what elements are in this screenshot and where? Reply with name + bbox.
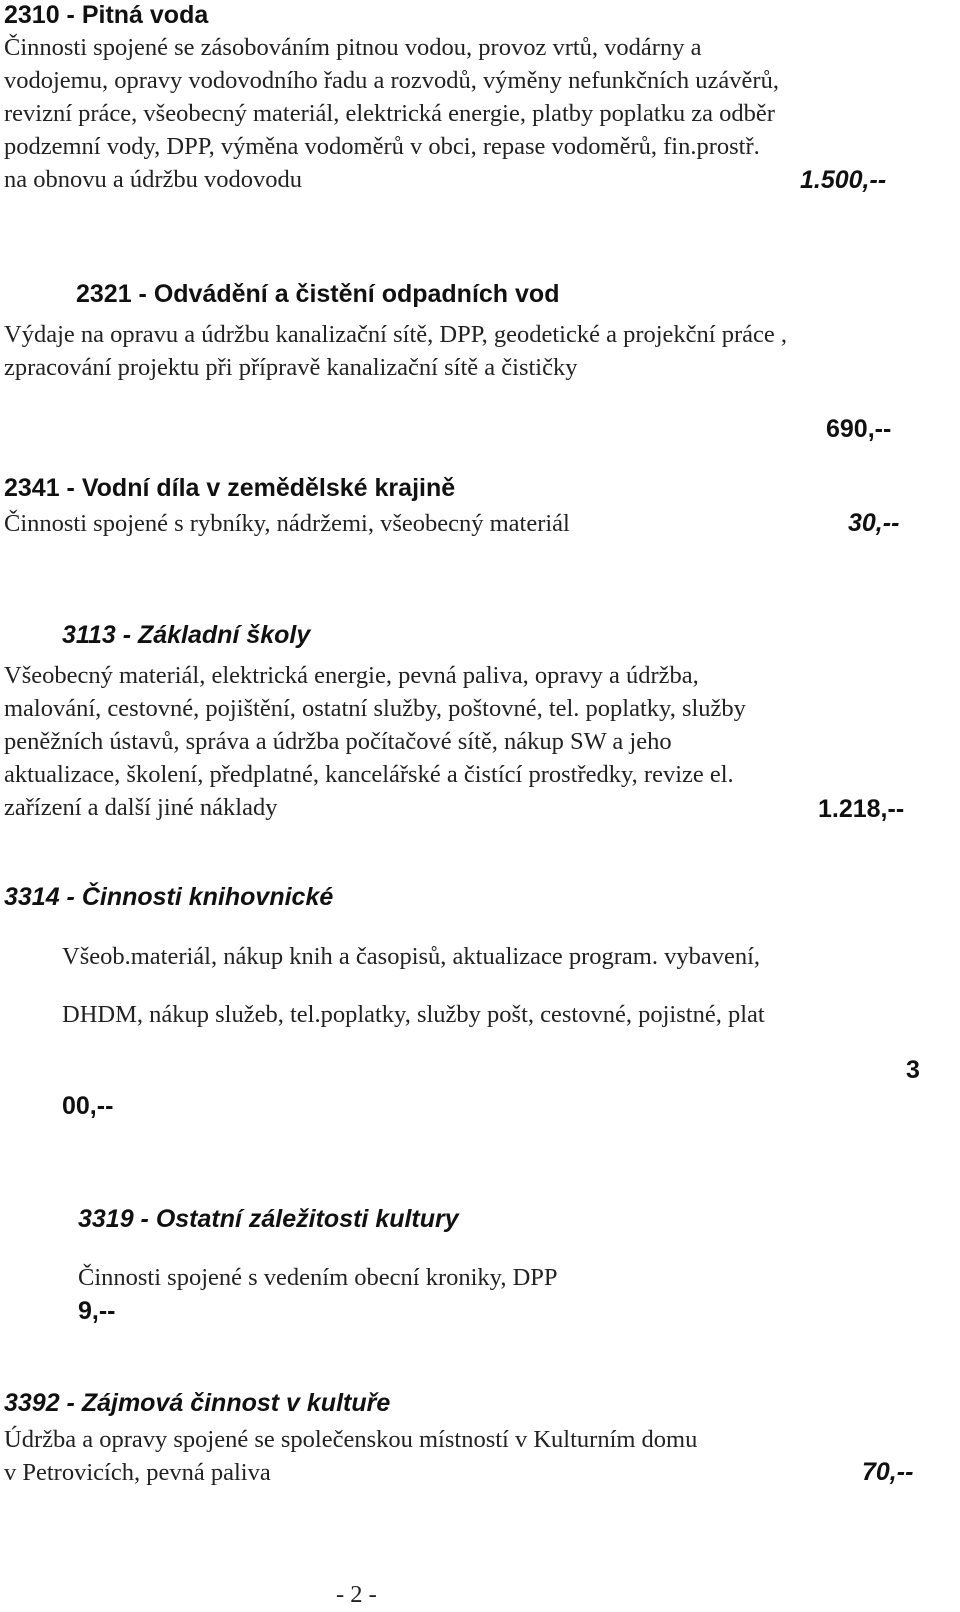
section-2310-line: revizní práce, všeobecný materiál, elektrická energie, platby poplatku za odběr (4, 100, 775, 127)
section-3113-line: zařízení a další jiné náklady (4, 794, 278, 821)
section-2341-amount: 30,-- (848, 509, 900, 537)
section-2341-heading: 2341 - Vodní díla v zemědělské krajině (4, 474, 456, 502)
section-2341-line: Činnosti spojené s rybníky, nádržemi, všeobecný materiál (4, 510, 570, 537)
section-3113-line: Všeobecný materiál, elektrická energie, pevná paliva, opravy a údržba, (4, 662, 699, 689)
section-3113-heading: 3113 - Základní školy (62, 621, 311, 649)
section-3319-heading: 3319 - Ostatní záležitosti kultury (78, 1205, 459, 1233)
section-3113-line: peněžních ústavů, správa a údržba počítačové sítě, nákup SW a jeho (4, 728, 672, 755)
section-3392-amount: 70,-- (862, 1458, 914, 1486)
section-3392-line: v Petrovicích, pevná paliva (4, 1459, 271, 1486)
section-2310-heading: 2310 - Pitná voda (4, 1, 209, 29)
section-3319-amount: 9,-- (78, 1297, 116, 1325)
section-3113-line: malování, cestovné, pojištění, ostatní služby, poštovné, tel. poplatky, služby (4, 695, 746, 722)
section-2310-line: Činnosti spojené se zásobováním pitnou vodou, provoz vrtů, vodárny a (4, 34, 702, 61)
section-3113-amount: 1.218,-- (818, 795, 905, 823)
section-3113-line: aktualizace, školení, předplatné, kancelářské a čistící prostředky, revize el. (4, 761, 734, 788)
section-2321-amount: 690,-- (826, 415, 892, 443)
section-3392-heading: 3392 - Zájmová činnost v kultuře (4, 1389, 391, 1417)
section-2310-line: na obnovu a údržbu vodovodu (4, 166, 303, 193)
section-3314-line: DHDM, nákup služeb, tel.poplatky, služby pošt, cestovné, pojistné, plat (62, 1001, 765, 1028)
section-3319-line: Činnosti spojené s vedením obecní kroniky, DPP (78, 1264, 558, 1291)
section-3314-line: Všeob.materiál, nákup knih a časopisů, aktualizace program. vybavení, (62, 943, 761, 970)
section-2321-heading: 2321 - Odvádění a čistění odpadních vod (76, 280, 560, 308)
section-3314-amount: 00,-- (62, 1092, 114, 1120)
section-3392-line: Údržba a opravy spojené se společenskou místností v Kulturním domu (4, 1426, 698, 1453)
section-2321-line: Výdaje na opravu a údržbu kanalizační sítě, DPP, geodetické a projekční práce , (4, 321, 788, 348)
section-2310-line: vodojemu, opravy vodovodního řadu a rozvodů, výměny nefunkčních uzávěrů, (4, 67, 779, 94)
page-number: - 2 - (336, 1581, 377, 1608)
section-2321-line: zpracování projektu při přípravě kanalizační sítě a čističky (4, 354, 578, 381)
section-2310-line: podzemní vody, DPP, výměna vodoměrů v obci, repase vodoměrů, fin.prostř. (4, 133, 760, 160)
section-3314-amount-digit: 3 (906, 1056, 920, 1084)
section-3314-heading: 3314 - Činnosti knihovnické (4, 883, 334, 911)
section-2310-amount: 1.500,-- (800, 166, 887, 194)
